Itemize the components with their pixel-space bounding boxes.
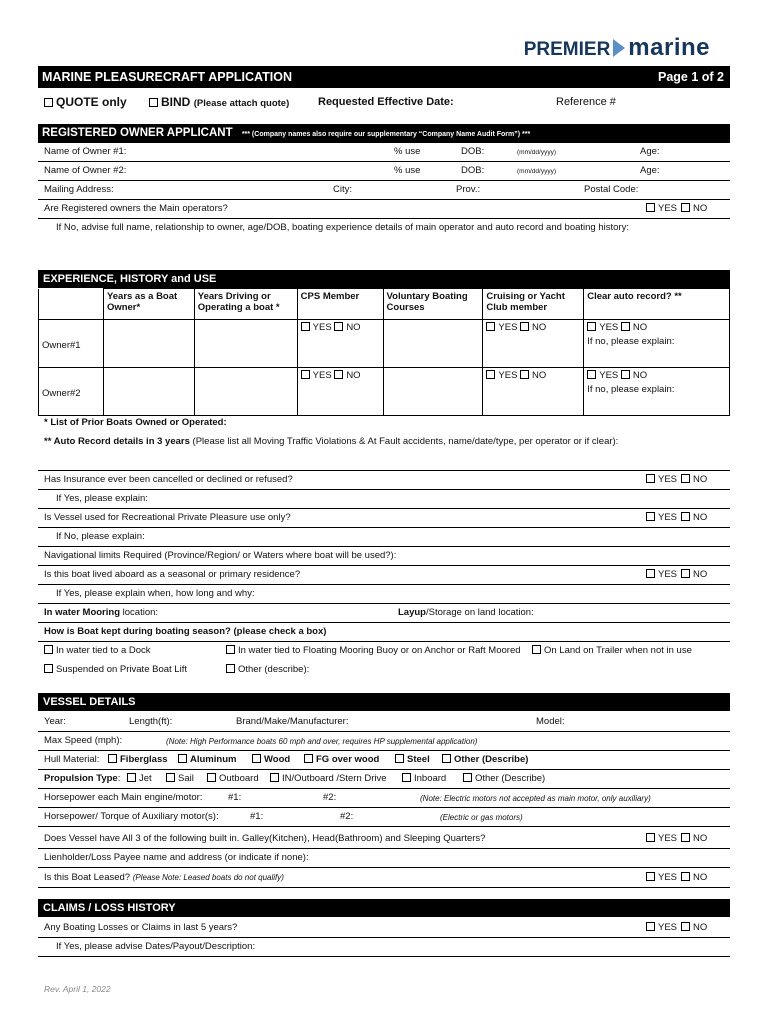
recreational-question: Is Vessel used for Recreational Private Pleasure use only?: [44, 512, 291, 523]
owner2-auto-explain: If no, please explain:: [587, 384, 675, 395]
max-speed-row: [38, 732, 730, 751]
col-cps-member: CPS Member: [297, 289, 383, 320]
propulsion-row: [38, 770, 730, 789]
losses-row: [38, 919, 730, 938]
prop-outboard[interactable]: Outboard: [207, 770, 259, 788]
kept-question: How is Boat kept during boating season? (please check a box): [44, 626, 327, 637]
hp-main-note: (Note: Electric motors not accepted as main motor, only auxiliary): [420, 794, 651, 803]
lived-aboard-row: [38, 566, 730, 585]
lived-aboard-explain-row: [38, 585, 730, 604]
owner1-auto-yes[interactable]: [587, 322, 596, 331]
leased-question: Is this Boat Leased? (Please Note: Leased boats do not qualify): [44, 872, 284, 883]
losses-advise-label: If Yes, please advise Dates/Payout/Description:: [56, 941, 256, 952]
owner1-years-driving-field[interactable]: [194, 320, 297, 368]
owner2-use: % use: [394, 165, 421, 176]
recreational-no[interactable]: NO: [681, 509, 707, 527]
galley-yes[interactable]: YES: [646, 830, 677, 848]
lienholder-row: [38, 849, 730, 868]
insurance-row: [38, 471, 730, 490]
hull-fg-over-wood[interactable]: FG over wood: [304, 751, 379, 769]
owner2-dob: DOB:: [461, 165, 485, 176]
kept-options-row-1: [38, 642, 730, 661]
vessel-basic-row: [38, 713, 730, 732]
brand-label: Brand/Make/Manufacturer:: [236, 716, 349, 727]
hull-other[interactable]: Other (Describe): [442, 751, 528, 769]
galley-question: Does Vessel have All 3 of the following built in. Galley(Kitchen), Head(Bathroom) and Sleeping Quarters?: [44, 833, 486, 844]
length-label: Length(ft):: [129, 716, 173, 727]
prop-inboard[interactable]: Inboard: [402, 770, 446, 788]
owner1-auto-no[interactable]: [621, 322, 630, 331]
col-voluntary-courses: Voluntary Boating Courses: [383, 289, 483, 320]
owner1-auto: YES NO If no, please explain:: [584, 320, 730, 368]
owner1-use: % use: [394, 146, 421, 157]
mailing-row: [38, 181, 730, 200]
prop-other[interactable]: Other (Describe): [463, 770, 545, 788]
year-label: Year:: [44, 716, 66, 727]
owner1-years-owner-field[interactable]: [103, 320, 194, 368]
owner1-club: YES NO: [483, 320, 584, 368]
layup-label: Layup/Storage on land location:: [398, 607, 534, 618]
owner1-cps-yes[interactable]: [301, 322, 310, 331]
propulsion-label: Propulsion Type:: [44, 773, 121, 784]
nav-limits-label: Navigational limits Required (Province/Region/ or Waters where boat will be used?):: [44, 550, 397, 561]
vessel-section-title: VESSEL DETAILS: [43, 696, 136, 708]
losses-yes[interactable]: YES: [646, 919, 677, 937]
main-operator-instructions: If No, advise full name, relationship to owner, age/DOB, boating experience details of main operator and auto record and boating history:: [56, 222, 629, 233]
max-speed-note: (Note: High Performance boats 60 mph and over, requires HP supplemental application): [166, 737, 478, 746]
logo-premier: PREMIER: [523, 39, 611, 60]
insurance-no[interactable]: NO: [681, 471, 707, 489]
kept-buoy-option[interactable]: In water tied to Floating Mooring Buoy or on Anchor or Raft Moored: [226, 642, 521, 660]
leased-yes[interactable]: YES: [646, 869, 677, 887]
recreational-yes[interactable]: YES: [646, 509, 677, 527]
bind-checkbox[interactable]: [149, 98, 158, 107]
hull-material-label: Hull Material:: [44, 754, 100, 765]
logo-arrow-icon: [613, 39, 625, 57]
effective-date-label: Requested Effective Date:: [318, 96, 454, 108]
claims-section-bar: [38, 899, 730, 917]
reference-label: Reference #: [556, 96, 616, 108]
kept-trailer-option[interactable]: On Land on Trailer when not in use: [532, 642, 692, 660]
quote-only-option[interactable]: QUOTE only: [44, 95, 127, 109]
hull-material-row: [38, 751, 730, 770]
hp-aux-row: [38, 808, 730, 827]
insurance-explain-row: [38, 490, 730, 509]
main-operators-question: Are Registered owners the Main operators?: [44, 203, 228, 214]
owner-section-bar: [38, 124, 730, 143]
lived-aboard-question: Is this boat lived aboard as a seasonal or primary residence?: [44, 569, 301, 580]
vessel-section-bar: [38, 693, 730, 711]
page-number: Page 1 of 2: [658, 70, 724, 84]
form-title-bar: [38, 66, 730, 88]
insurance-question: Has Insurance ever been cancelled or declined or refused?: [44, 474, 293, 485]
lived-aboard-no[interactable]: NO: [681, 566, 707, 584]
leased-no[interactable]: NO: [681, 869, 707, 887]
hp-main-row: [38, 789, 730, 808]
owner2-club: YES NO: [483, 368, 584, 416]
mooring-row: [38, 604, 730, 623]
experience-table: [38, 288, 730, 416]
owner1-row-label: Owner#1: [39, 320, 104, 368]
lived-aboard-yes[interactable]: YES: [646, 566, 677, 584]
owner2-row-label: Owner#2: [39, 368, 104, 416]
hull-aluminum[interactable]: Aluminum: [178, 751, 236, 769]
owner2-years-driving-field[interactable]: [194, 368, 297, 416]
kept-other-option[interactable]: Other (describe):: [226, 661, 309, 679]
col-years-driving: Years Driving or Operating a boat *: [194, 289, 297, 320]
hp-main-1: #1:: [228, 792, 242, 803]
max-speed-label: Max Speed (mph):: [44, 735, 123, 746]
prop-sail[interactable]: Sail: [166, 770, 194, 788]
owner1-age: Age:: [640, 146, 660, 157]
owner2-auto-yes[interactable]: [587, 370, 596, 379]
hp-main-label: Horsepower each Main engine/motor:: [44, 792, 203, 803]
recreational-row: [38, 509, 730, 528]
experience-section-bar: [38, 270, 730, 288]
city-label: City:: [333, 184, 352, 195]
owner1-cps-no[interactable]: [334, 322, 343, 331]
main-operators-row: [38, 200, 730, 219]
owner2-courses-field[interactable]: [383, 368, 483, 416]
experience-header-row: [39, 289, 730, 320]
quote-checkbox[interactable]: [44, 98, 53, 107]
hp-aux-label: Horsepower/ Torque of Auxiliary motor(s):: [44, 811, 219, 822]
nav-limits-row: [38, 547, 730, 566]
owner1-label: Name of Owner #1:: [44, 146, 127, 157]
kept-lift-option[interactable]: Suspended on Private Boat Lift: [44, 661, 187, 679]
lived-aboard-explain-label: If Yes, please explain when, how long and why:: [56, 588, 255, 599]
owner2-row: [38, 162, 730, 181]
auto-record-label: ** Auto Record details in 3 years (Please list all Moving Traffic Violations & At Fault accidents, name/date/type, per operator or if clear):: [44, 436, 619, 447]
owner2-cps-yes[interactable]: [301, 370, 310, 379]
experience-owner2-row: [39, 368, 730, 416]
owner2-cps: YES NO: [297, 368, 383, 416]
kept-row: [38, 623, 730, 642]
owner2-label: Name of Owner #2:: [44, 165, 127, 176]
owner2-dob-format: (mm/dd/yyyy): [517, 168, 556, 175]
main-operators-no[interactable]: NO: [681, 200, 707, 218]
owner-section-note: *** (Company names also require our supplementary “Company Name Audit Form”) ***: [241, 131, 531, 138]
owner1-courses-field[interactable]: [383, 320, 483, 368]
hp-aux-1: #1:: [250, 811, 264, 822]
owner2-auto-no[interactable]: [621, 370, 630, 379]
prop-inoutboard[interactable]: IN/Outboard /Stern Drive: [270, 770, 387, 788]
logo-marine: marine: [628, 34, 710, 61]
owner-section-title: REGISTERED OWNER APPLICANT: [42, 127, 233, 139]
owner1-club-yes[interactable]: [486, 322, 495, 331]
form-title: MARINE PLEASURECRAFT APPLICATION: [42, 70, 292, 84]
hp-main-2: #2:: [323, 792, 337, 803]
losses-question: Any Boating Losses or Claims in last 5 years?: [44, 922, 238, 933]
hp-aux-note: (Electric or gas motors): [440, 813, 523, 822]
postal-label: Postal Code:: [584, 184, 639, 195]
hull-wood[interactable]: Wood: [252, 751, 290, 769]
prov-label: Prov.:: [456, 184, 481, 195]
bind-option[interactable]: BIND (Please attach quote): [149, 95, 289, 109]
owner1-row: [38, 143, 730, 162]
model-label: Model:: [536, 716, 565, 727]
insurance-yes[interactable]: YES: [646, 471, 677, 489]
owner2-club-no[interactable]: [520, 370, 529, 379]
owner1-dob-format: (mm/dd/yyyy): [517, 149, 556, 156]
owner2-auto: YES NO If no, please explain:: [584, 368, 730, 416]
kept-dock-option[interactable]: In water tied to a Dock: [44, 642, 151, 660]
auto-record-field[interactable]: [38, 452, 730, 471]
losses-advise-row: [38, 938, 730, 957]
galley-row: [38, 830, 730, 849]
owner1-club-no[interactable]: [520, 322, 529, 331]
recreational-explain-label: If No, please explain:: [56, 531, 145, 542]
experience-section-title: EXPERIENCE, HISTORY and USE: [43, 273, 217, 285]
main-operators-yes[interactable]: YES: [646, 200, 677, 218]
leased-row: [38, 869, 730, 888]
owner2-years-owner-field[interactable]: [103, 368, 194, 416]
hull-steel[interactable]: Steel: [395, 751, 430, 769]
mailing-label: Mailing Address:: [44, 184, 114, 195]
owner1-dob: DOB:: [461, 146, 485, 157]
revision-date: Rev. April 1, 2022: [44, 984, 111, 994]
owner1-auto-explain: If no, please explain:: [587, 336, 675, 347]
prop-jet[interactable]: Jet: [127, 770, 152, 788]
owner2-club-yes[interactable]: [486, 370, 495, 379]
owner1-cps: YES NO: [297, 320, 383, 368]
col-yacht-club: Cruising or Yacht Club member: [483, 289, 584, 320]
losses-no[interactable]: NO: [681, 919, 707, 937]
galley-no[interactable]: NO: [681, 830, 707, 848]
kept-options-row-2: [38, 661, 730, 680]
col-auto-record: Clear auto record? **: [584, 289, 730, 320]
owner2-cps-no[interactable]: [334, 370, 343, 379]
mooring-label: In water Mooring location:: [44, 607, 159, 618]
company-logo: [524, 34, 710, 62]
hp-aux-2: #2:: [340, 811, 354, 822]
prior-boats-label: * List of Prior Boats Owned or Operated:: [44, 417, 227, 428]
claims-section-title: CLAIMS / LOSS HISTORY: [43, 902, 176, 914]
col-years-owner: Years as a Boat Owner*: [103, 289, 194, 320]
owner2-age: Age:: [640, 165, 660, 176]
hull-fiberglass[interactable]: Fiberglass: [108, 751, 168, 769]
lienholder-label: Lienholder/Loss Payee name and address (or indicate if none):: [44, 852, 309, 863]
insurance-explain-label: If Yes, please explain:: [56, 493, 148, 504]
experience-owner1-row: [39, 320, 730, 368]
recreational-explain-row: [38, 528, 730, 547]
